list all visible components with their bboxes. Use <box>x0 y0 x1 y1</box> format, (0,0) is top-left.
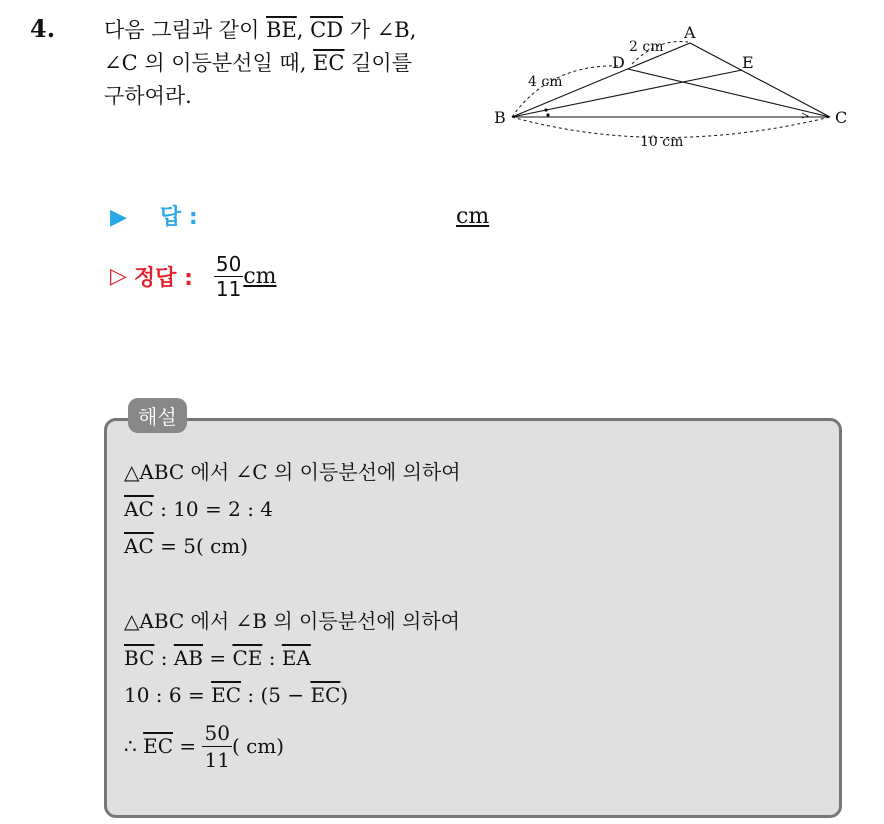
label-c: C <box>835 108 848 127</box>
solution-text-part: : <box>154 646 174 670</box>
segment-ec: $\overline{EC}$ <box>211 683 242 707</box>
play-icon: ▶ <box>110 205 127 230</box>
segment-ec: $\overline{EC}$ <box>143 734 173 758</box>
segment-be: $\overline{BE}$ <box>266 18 297 42</box>
question-line-1 <box>104 14 484 47</box>
segment-bc: $\overline{BC}$ <box>124 646 155 670</box>
solution-content <box>124 454 461 773</box>
segment-ec: $\overline{EC}$ <box>313 51 345 75</box>
segment-ce: $\overline{CE}$ <box>232 646 263 670</box>
answer-row <box>110 200 490 231</box>
fraction-denominator: 11 <box>204 748 230 772</box>
segment-ac: $\overline{AC}$ <box>124 534 154 558</box>
solution-text-part: : <box>262 646 282 670</box>
solution-line-4: △ABC 에서 ∠B 의 이등분선에 의하여 <box>124 609 460 633</box>
question-line-3: 구하여라. <box>104 84 192 108</box>
angle-mark-b2 <box>546 113 549 116</box>
correct-answer-fraction <box>214 252 243 301</box>
question-text-part: 가 ∠B, <box>343 18 417 42</box>
length-da: 2 cm <box>629 39 664 55</box>
fraction-denominator: 11 <box>215 277 242 301</box>
label-e: E <box>742 53 754 72</box>
solution-line-7 <box>124 720 461 773</box>
solution-line-3 <box>124 528 461 565</box>
correct-answer-row <box>110 252 277 301</box>
length-bc: 10 cm <box>640 134 684 150</box>
solution-text-part: = <box>202 646 233 670</box>
solution-text-part: : 10 = 2 : 4 <box>153 497 274 521</box>
therefore-symbol: ∴ <box>124 734 144 758</box>
solution-tag: 해설 <box>128 398 187 433</box>
solution-line-1: △ABC 에서 ∠C 의 이등분선에 의하여 <box>124 460 461 484</box>
question-text-part: ∠C 의 이등분선일 때, <box>104 51 314 75</box>
label-b: B <box>494 108 506 127</box>
segment-ea: $\overline{EA}$ <box>281 646 311 670</box>
solution-line-5 <box>124 640 461 677</box>
answer-blank-unit[interactable]: cm <box>456 204 490 229</box>
length-bd: 4 cm <box>528 74 563 90</box>
segment-ac: $\overline{AC}$ <box>124 497 154 521</box>
question-text-part: 길이를 <box>344 51 412 75</box>
correct-answer-unit: cm <box>243 264 277 289</box>
angle-mark-b1 <box>544 108 547 111</box>
question-text-part: 다음 그림과 같이 <box>104 18 267 42</box>
segment-cd: $\overline{CD}$ <box>310 18 344 42</box>
fraction-numerator: 50 <box>204 721 230 745</box>
triangle-figure <box>490 18 860 158</box>
label-a: A <box>684 23 696 42</box>
question-text <box>104 14 484 113</box>
solution-text-part: 10 : 6 = <box>124 683 212 707</box>
segment-ec: $\overline{EC}$ <box>310 683 341 707</box>
solution-text-part: : (5 − <box>241 683 311 707</box>
solution-text-part: = 5( cm) <box>153 534 249 558</box>
solution-line-6 <box>124 677 461 714</box>
bisector-cd <box>628 69 830 117</box>
spacer <box>124 565 461 603</box>
side-ac <box>690 43 830 117</box>
segment-ab: $\overline{AB}$ <box>173 646 203 670</box>
question-line-2 <box>104 47 484 80</box>
solution-line-2 <box>124 491 461 528</box>
label-d: D <box>612 53 625 72</box>
solution-text-part: = <box>173 734 203 758</box>
outline-play-icon: ▷ <box>110 264 127 289</box>
solution-text-part: ( cm) <box>231 734 285 758</box>
correct-answer-label: 정답 : <box>133 266 193 291</box>
question-number: 4. <box>30 14 56 43</box>
solution-text-part: ) <box>340 683 349 707</box>
fraction-numerator: 50 <box>215 252 242 276</box>
solution-fraction <box>202 720 231 773</box>
answer-label: 답 : <box>159 205 198 230</box>
question-text-part: , <box>296 18 311 42</box>
